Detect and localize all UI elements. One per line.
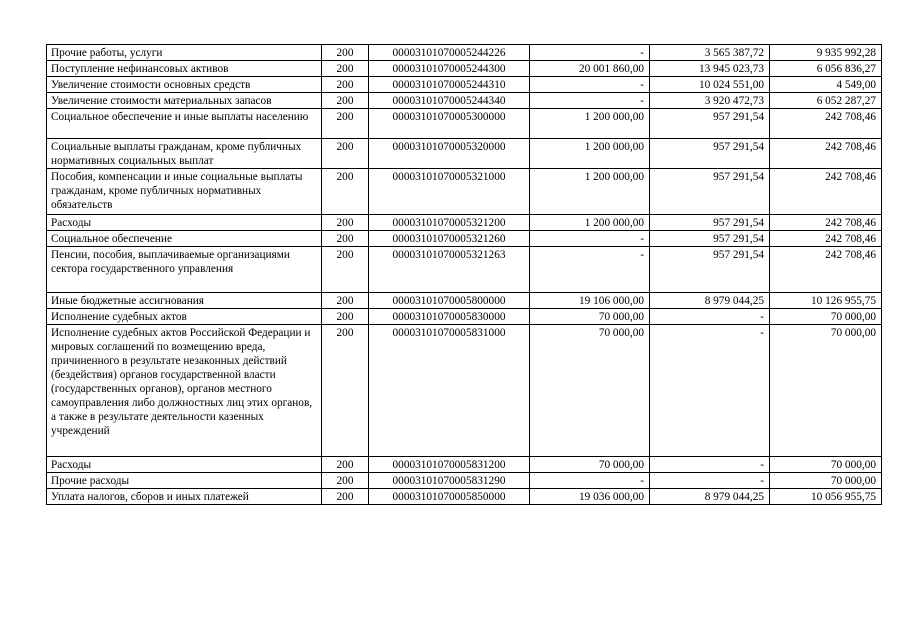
table-body [47, 45, 882, 505]
line-code-cell: 200 [322, 93, 369, 109]
table-row [47, 293, 882, 309]
executed-amount-cell: 10 024 551,00 [650, 77, 770, 93]
executed-amount-cell: 957 291,54 [650, 247, 770, 293]
line-code-cell: 200 [322, 77, 369, 93]
unexecuted-amount-cell: 70 000,00 [770, 309, 882, 325]
table-row [47, 77, 882, 93]
unexecuted-amount-cell: 10 126 955,75 [770, 293, 882, 309]
line-code-cell: 200 [322, 169, 369, 215]
approved-amount-cell: 1 200 000,00 [530, 109, 650, 139]
row-name-cell: Расходы [47, 457, 322, 473]
budget-code-cell: 00003101070005244226 [369, 45, 530, 61]
approved-amount-cell: 1 200 000,00 [530, 139, 650, 169]
row-name-cell: Пенсии, пособия, выплачиваемые организациями сектора государственного управления [47, 247, 322, 293]
approved-amount-cell: - [530, 247, 650, 293]
executed-amount-cell: 3 565 387,72 [650, 45, 770, 61]
line-code-cell: 200 [322, 489, 369, 505]
row-name-cell: Иные бюджетные ассигнования [47, 293, 322, 309]
approved-amount-cell: 19 106 000,00 [530, 293, 650, 309]
row-name-cell: Социальное обеспечение и иные выплаты населению [47, 109, 322, 139]
budget-code-cell: 00003101070005321200 [369, 215, 530, 231]
line-code-cell: 200 [322, 325, 369, 457]
executed-amount-cell: 957 291,54 [650, 231, 770, 247]
approved-amount-cell: 19 036 000,00 [530, 489, 650, 505]
approved-amount-cell: 20 001 860,00 [530, 61, 650, 77]
budget-code-cell: 00003101070005831290 [369, 473, 530, 489]
line-code-cell: 200 [322, 247, 369, 293]
line-code-cell: 200 [322, 457, 369, 473]
executed-amount-cell: 8 979 044,25 [650, 489, 770, 505]
unexecuted-amount-cell: 9 935 992,28 [770, 45, 882, 61]
unexecuted-amount-cell: 242 708,46 [770, 139, 882, 169]
approved-amount-cell: 1 200 000,00 [530, 169, 650, 215]
line-code-cell: 200 [322, 309, 369, 325]
unexecuted-amount-cell: 6 056 836,27 [770, 61, 882, 77]
table-row [47, 247, 882, 293]
table-row [47, 473, 882, 489]
table-row [47, 169, 882, 215]
row-name-cell: Исполнение судебных актов [47, 309, 322, 325]
executed-amount-cell: - [650, 325, 770, 457]
executed-amount-cell: 957 291,54 [650, 169, 770, 215]
executed-amount-cell: 957 291,54 [650, 139, 770, 169]
unexecuted-amount-cell: 242 708,46 [770, 109, 882, 139]
row-name-cell: Социальное обеспечение [47, 231, 322, 247]
row-name-cell: Социальные выплаты гражданам, кроме публичных нормативных социальных выплат [47, 139, 322, 169]
budget-execution-table [46, 44, 882, 505]
row-name-cell: Увеличение стоимости основных средств [47, 77, 322, 93]
row-name-cell: Расходы [47, 215, 322, 231]
approved-amount-cell: - [530, 93, 650, 109]
executed-amount-cell: 8 979 044,25 [650, 293, 770, 309]
row-name-cell: Уплата налогов, сборов и иных платежей [47, 489, 322, 505]
row-name-cell: Прочие работы, услуги [47, 45, 322, 61]
row-name-cell: Увеличение стоимости материальных запасов [47, 93, 322, 109]
budget-code-cell: 00003101070005830000 [369, 309, 530, 325]
approved-amount-cell: - [530, 77, 650, 93]
executed-amount-cell: - [650, 473, 770, 489]
executed-amount-cell: 3 920 472,73 [650, 93, 770, 109]
row-name-cell: Прочие расходы [47, 473, 322, 489]
approved-amount-cell: - [530, 231, 650, 247]
unexecuted-amount-cell: 70 000,00 [770, 457, 882, 473]
approved-amount-cell: 70 000,00 [530, 325, 650, 457]
budget-code-cell: 00003101070005800000 [369, 293, 530, 309]
budget-code-cell: 00003101070005320000 [369, 139, 530, 169]
executed-amount-cell: - [650, 457, 770, 473]
table-row [47, 93, 882, 109]
approved-amount-cell: 70 000,00 [530, 457, 650, 473]
budget-code-cell: 00003101070005321260 [369, 231, 530, 247]
line-code-cell: 200 [322, 109, 369, 139]
line-code-cell: 200 [322, 215, 369, 231]
row-name-cell: Поступление нефинансовых активов [47, 61, 322, 77]
unexecuted-amount-cell: 70 000,00 [770, 473, 882, 489]
unexecuted-amount-cell: 242 708,46 [770, 231, 882, 247]
table-row [47, 139, 882, 169]
line-code-cell: 200 [322, 293, 369, 309]
budget-code-cell: 00003101070005831200 [369, 457, 530, 473]
table-row [47, 231, 882, 247]
approved-amount-cell: 1 200 000,00 [530, 215, 650, 231]
table-row [47, 215, 882, 231]
unexecuted-amount-cell: 242 708,46 [770, 215, 882, 231]
executed-amount-cell: - [650, 309, 770, 325]
budget-code-cell: 00003101070005244310 [369, 77, 530, 93]
line-code-cell: 200 [322, 45, 369, 61]
table-row [47, 457, 882, 473]
table-row [47, 45, 882, 61]
table-row [47, 325, 882, 457]
unexecuted-amount-cell: 6 052 287,27 [770, 93, 882, 109]
row-name-cell: Исполнение судебных актов Российской Федерации и мировых соглашений по возмещению вреда, причиненного в результате незаконных действий (бездействия) органов государственной власти (государственных органов), органов местного самоуправления либо должностных лиц этих органов, а также в результате деятельности казенных учреждений [47, 325, 322, 457]
table-row [47, 61, 882, 77]
budget-code-cell: 00003101070005321000 [369, 169, 530, 215]
unexecuted-amount-cell: 4 549,00 [770, 77, 882, 93]
line-code-cell: 200 [322, 231, 369, 247]
line-code-cell: 200 [322, 61, 369, 77]
approved-amount-cell: - [530, 473, 650, 489]
executed-amount-cell: 957 291,54 [650, 215, 770, 231]
budget-code-cell: 00003101070005244300 [369, 61, 530, 77]
unexecuted-amount-cell: 70 000,00 [770, 325, 882, 457]
unexecuted-amount-cell: 242 708,46 [770, 247, 882, 293]
table-row [47, 309, 882, 325]
executed-amount-cell: 957 291,54 [650, 109, 770, 139]
line-code-cell: 200 [322, 139, 369, 169]
row-name-cell: Пособия, компенсации и иные социальные выплаты гражданам, кроме публичных нормативных обязательств [47, 169, 322, 215]
budget-code-cell: 00003101070005300000 [369, 109, 530, 139]
unexecuted-amount-cell: 242 708,46 [770, 169, 882, 215]
budget-code-cell: 00003101070005244340 [369, 93, 530, 109]
approved-amount-cell: 70 000,00 [530, 309, 650, 325]
budget-code-cell: 00003101070005850000 [369, 489, 530, 505]
budget-code-cell: 00003101070005831000 [369, 325, 530, 457]
table-row [47, 109, 882, 139]
approved-amount-cell: - [530, 45, 650, 61]
executed-amount-cell: 13 945 023,73 [650, 61, 770, 77]
line-code-cell: 200 [322, 473, 369, 489]
budget-code-cell: 00003101070005321263 [369, 247, 530, 293]
unexecuted-amount-cell: 10 056 955,75 [770, 489, 882, 505]
table-row [47, 489, 882, 505]
